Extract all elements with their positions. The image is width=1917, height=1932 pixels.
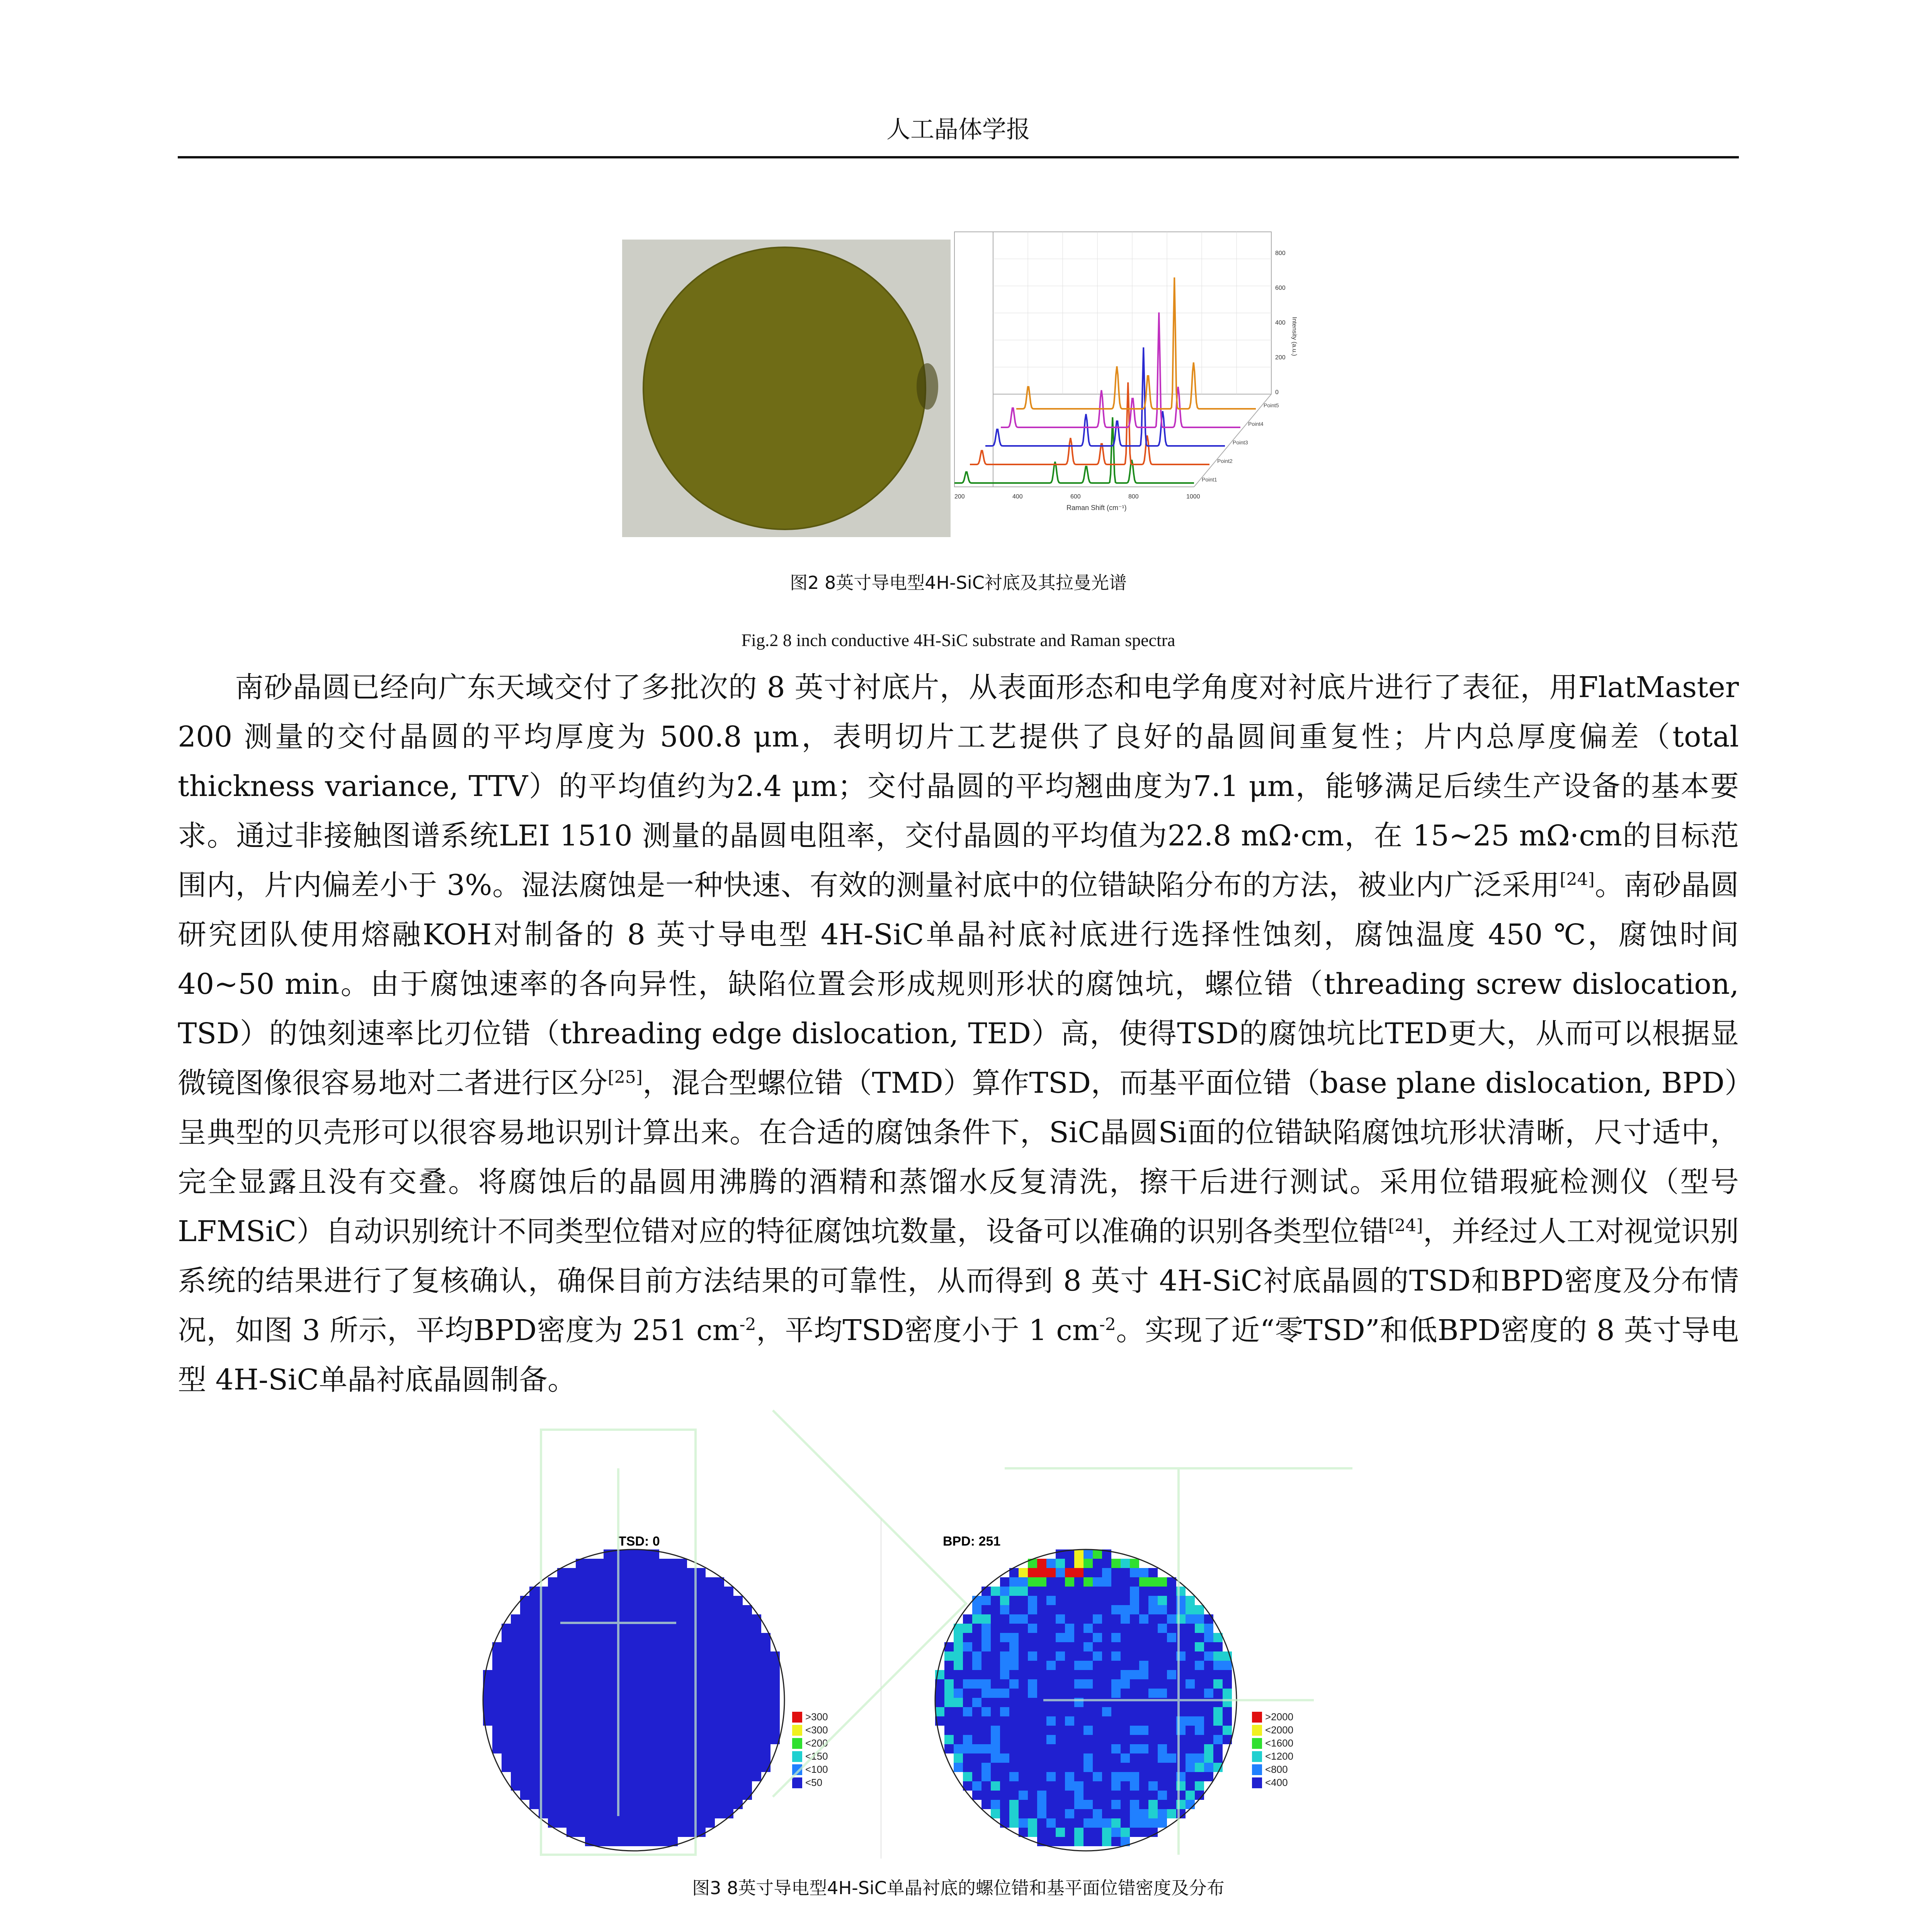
bpd-panel-label: BPD: 251: [943, 1534, 1001, 1549]
wafer-photo: [622, 240, 951, 537]
legend-label: <2000: [1265, 1724, 1294, 1736]
paragraph-substrate-characterization: 南砂晶圆已经向广东天域交付了多批次的 8 英寸衬底片，从表面形态和电学角度对衬底片进行了表征，用FlatMaster 200 测量的交付晶圆的平均厚度为 500.8 μm，表明切片工艺提供了良好的晶圆间重复性；片内总厚度偏差（total thickness variance, TTV）的平均值约为2.4 μm；交付晶圆的平均翘曲度为7.1 μm，能够满足后续生产设备的基本要求。通过非接触图谱系统LEI 1510 测量的晶圆电阻率，交付晶圆的平均值为22.8 mΩ·cm，在 15~25 mΩ·cm的目标范围内，片内偏差小于 3%。湿法腐蚀是一种快速、有效的测量衬底中的位错缺陷分布的方法，被业内广泛采用[24]。南砂晶圆研究团队使用熔融KOH对制备的 8 英寸导电型 4H-SiC单晶衬底衬底进行选择性蚀刻，腐蚀温度 450 ℃，腐蚀时间 40~50 min。由于腐蚀速率的各向异性，缺陷位置会形成规则形状的腐蚀坑，螺位错（threading screw dislocation, TSD）的蚀刻速率比刃位错（threading edge dislocation, TED）高，使得TSD的腐蚀坑比TED更大，从而可以根据显微镜图像很容易地对二者进行区分[25]，混合型螺位错（TMD）算作TSD，而基平面位错（base plane dislocation, BPD）呈典型的贝壳形可以很容易地识别计算出来。在合适的腐蚀条件下，SiC晶圆Si面的位错缺陷腐蚀坑形状清晰，尺寸适中，完全显露且没有交叠。将腐蚀后的晶圆用沸腾的酒精和蒸馏水反复清洗，擦干后进行测试。采用位错瑕疵检测仪（型号LFMSiC）自动识别统计不同类型位错对应的特征腐蚀坑数量，设备可以准确的识别各类型位错[24]，并经过人工对视觉识别系统的结果进行了复核确认，确保目前方法结果的可靠性，从而得到 8 英寸 4H-SiC衬底晶圆的TSD和BPD密度及分布情况，如图 3 所示，平均BPD密度为 251 $cm^{-2}$，平均TSD密度小于 1 $cm^{-2}$。实现了近“零TSD”和低BPD密度的 8 英寸导电型 4H-SiC单晶衬底晶圆制备。: [178, 671, 1739, 1396]
raman-trace-label: Point2: [1217, 458, 1233, 464]
legend-label: <100: [805, 1764, 828, 1775]
legend-label: <150: [805, 1750, 828, 1762]
raman-x-tick: 600: [1070, 493, 1081, 500]
raman-zlabel: Intensity (a.u.): [1291, 317, 1298, 356]
raman-trace-label: Point1: [1202, 476, 1217, 483]
wafer-photo-svg: [622, 240, 951, 537]
legend-label: <50: [805, 1777, 823, 1788]
raman-z-tick: 800: [1275, 250, 1286, 257]
fig2-caption-cn: 图2 8英寸导电型4H-SiC衬底及其拉曼光谱: [790, 572, 1127, 593]
raman-trace-3: [985, 347, 1225, 446]
tsd-panel-label: TSD: 0: [618, 1534, 660, 1549]
raman-trace-4: [1001, 313, 1240, 428]
legend-label: <400: [1265, 1777, 1288, 1788]
raman-trace-2: [970, 383, 1209, 465]
raman-spectra-svg: [939, 216, 1310, 526]
raman-z-tick: 600: [1275, 285, 1286, 291]
fig3-caption-cn: 图3 8英寸导电型4H-SiC单晶衬底的螺位错和基平面位错密度及分布: [692, 1878, 1225, 1898]
raman-x-tick: 200: [954, 493, 965, 500]
raman-x-tick: 1000: [1186, 493, 1200, 500]
legend-label: >300: [805, 1711, 828, 1723]
raman-z-tick: 200: [1275, 354, 1286, 361]
legend-label: <800: [1265, 1764, 1288, 1775]
raman-trace-label: Point4: [1248, 421, 1264, 427]
fig2-caption-en: Fig.2 8 inch conductive 4H-SiC substrate and Raman spectra: [741, 630, 1175, 650]
legend-label: <1600: [1265, 1737, 1294, 1749]
running-header: 人工晶体学报: [886, 115, 1030, 143]
raman-trace-label: Point5: [1264, 402, 1279, 408]
legend-label: <1200: [1265, 1750, 1294, 1762]
legend-label: <200: [805, 1737, 828, 1749]
legend-label: <300: [805, 1724, 828, 1736]
raman-z-tick: 0: [1275, 389, 1279, 396]
raman-x-tick: 800: [1128, 493, 1139, 500]
watermark-graphic: [425, 1352, 1507, 1932]
raman-x-tick: 400: [1012, 493, 1023, 500]
header-rule: [178, 156, 1739, 158]
raman-z-tick: 400: [1275, 320, 1286, 326]
raman-trace-label: Point3: [1233, 439, 1248, 446]
raman-trace-5: [1016, 277, 1256, 409]
raman-spectra-chart: [939, 216, 1310, 526]
legend-label: >2000: [1265, 1711, 1294, 1723]
raman-xlabel: Raman Shift (cm⁻¹): [1067, 504, 1127, 512]
